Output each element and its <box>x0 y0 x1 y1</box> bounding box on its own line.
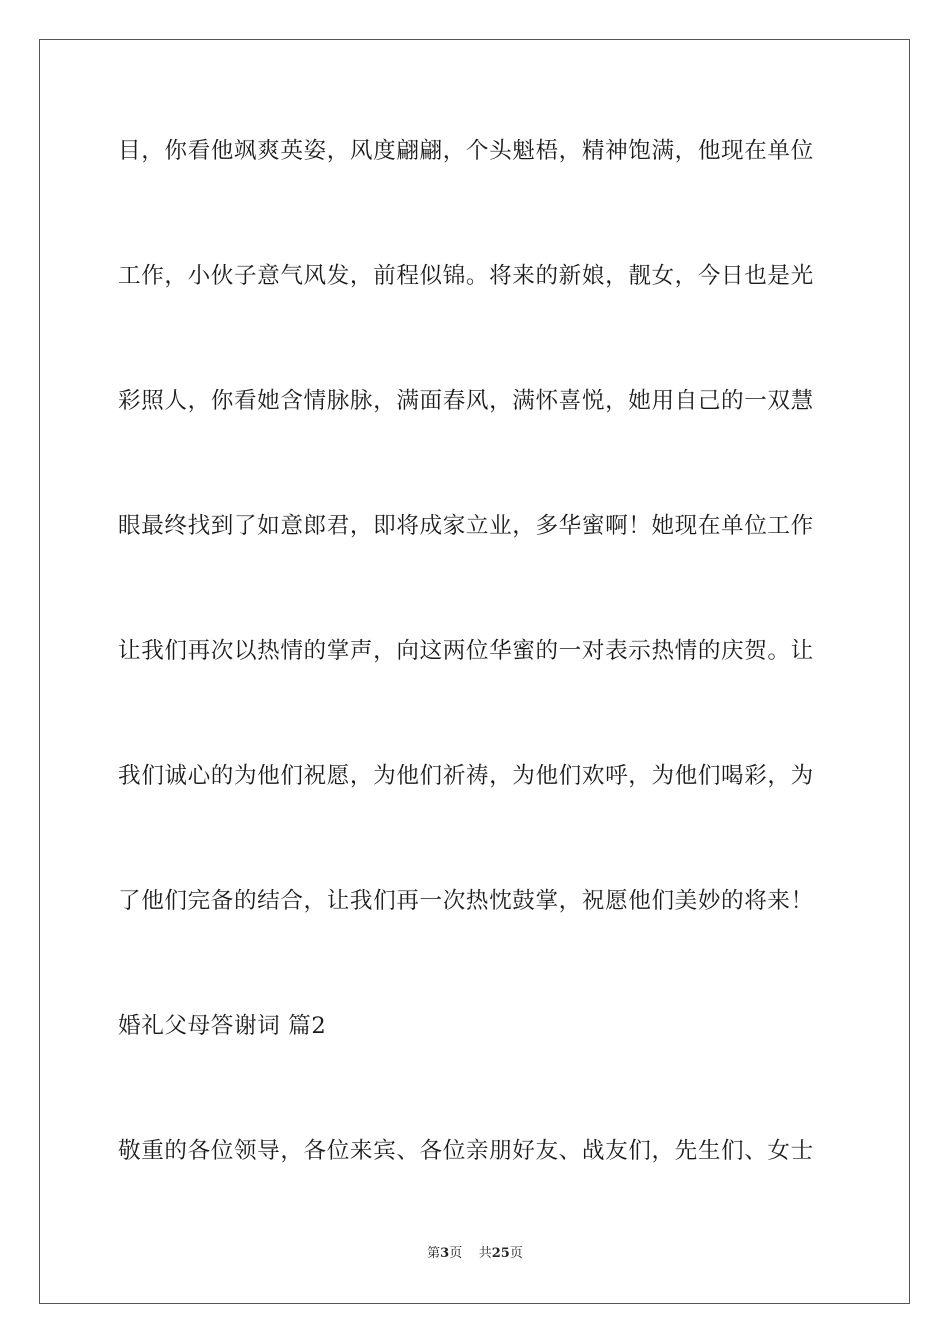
page-border <box>39 39 910 1304</box>
paragraph-line: 了他们完备的结合，让我们再一次热忱鼓掌，祝愿他们美妙的将来！ <box>118 888 814 914</box>
paragraph-line: 眼最终找到了如意郎君，即将成家立业，多华蜜啊！她现在单位工作 <box>118 513 814 539</box>
paragraph-line: 工作，小伙子意气风发，前程似锦。将来的新娘，靓女，今日也是光 <box>118 263 814 289</box>
paragraph-line: 我们诚心的为他们祝愿，为他们祈祷，为他们欢呼，为他们喝彩，为 <box>118 763 814 789</box>
section-heading: 婚礼父母答谢词 篇2 <box>118 1013 327 1039</box>
total-prefix: 共 <box>478 1246 492 1261</box>
paragraph-line: 敬重的各位领导，各位来宾、各位亲朋好友、战友们，先生们、女士 <box>118 1138 814 1164</box>
paragraph-line: 彩照人，你看她含情脉脉，满面春风，满怀喜悦，她用自己的一双慧 <box>118 388 814 414</box>
page-suffix: 页 <box>449 1246 463 1261</box>
page-footer <box>0 1245 950 1263</box>
total-pages: 25 <box>491 1246 510 1261</box>
page-prefix: 第 <box>427 1246 441 1261</box>
page-number: 3 <box>440 1246 450 1261</box>
paragraph-line: 让我们再次以热情的掌声，向这两位华蜜的一对表示热情的庆贺。让 <box>118 638 814 664</box>
paragraph-line: 目，你看他飒爽英姿，风度翩翩，个头魁梧，精神饱满，他现在单位 <box>118 138 814 164</box>
total-suffix: 页 <box>509 1246 523 1261</box>
